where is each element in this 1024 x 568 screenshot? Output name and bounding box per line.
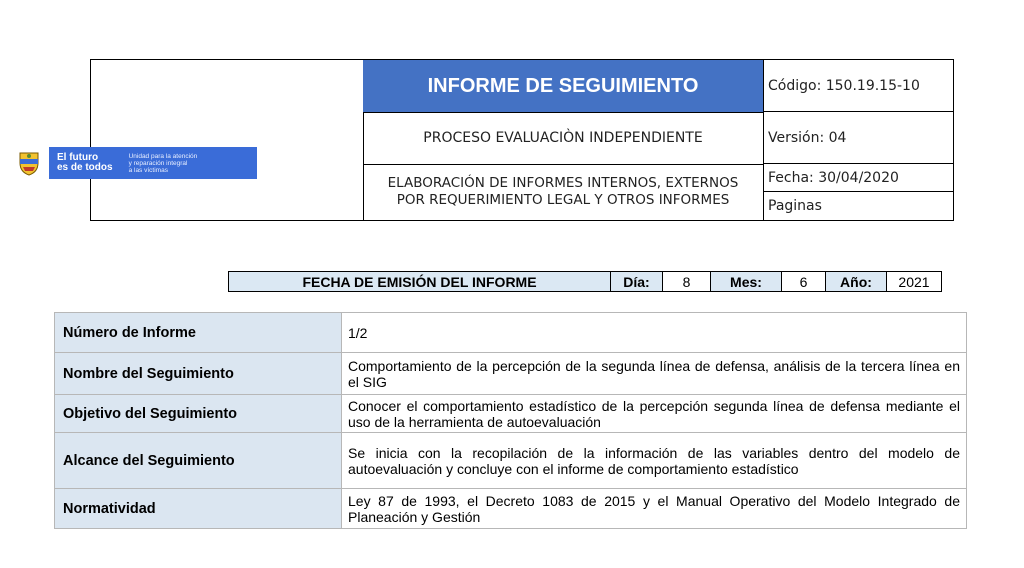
institution-logo bbox=[9, 147, 257, 179]
row-label: Nombre del Seguimiento bbox=[55, 353, 342, 394]
row-value: 1/2 bbox=[348, 324, 368, 341]
row-label: Alcance del Seguimiento bbox=[55, 433, 342, 488]
day-label: Día: bbox=[611, 272, 663, 291]
version-field: Versión: 04 bbox=[763, 112, 953, 164]
row-value: Conocer el comportamiento estadístico de la percepción segunda línea de defensa mediante el uso de la herramienta de autoevaluación bbox=[348, 397, 960, 430]
month-value: 6 bbox=[782, 272, 826, 291]
fecha-field: Fecha: 30/04/2020 bbox=[763, 164, 953, 192]
year-label: Año: bbox=[826, 272, 887, 291]
codigo-field: Código: 150.19.15-10 bbox=[763, 60, 953, 112]
table-row bbox=[55, 395, 966, 433]
table-row bbox=[55, 433, 966, 489]
table-row bbox=[55, 313, 966, 353]
row-value: Se inicia con la recopilación de la información de las variables dentro del modelo de autoevaluación y concluye con el informe de comportamiento estadístico bbox=[348, 444, 960, 477]
row-value: Ley 87 de 1993, el Decreto 1083 de 2015 y el Manual Operativo del Modelo Integrado de Planeación y Gestión bbox=[348, 492, 960, 525]
year-value: 2021 bbox=[887, 272, 941, 291]
logo-slogan: El futuro es de todos bbox=[57, 152, 113, 173]
report-title: INFORME DE SEGUIMIENTO bbox=[363, 60, 763, 113]
row-label: Número de Informe bbox=[55, 313, 342, 352]
emission-label: FECHA DE EMISIÓN DEL INFORME bbox=[229, 272, 611, 291]
day-value: 8 bbox=[663, 272, 711, 291]
emission-date-row bbox=[228, 271, 942, 292]
elaboration-description: ELABORACIÓN DE INFORMES INTERNOS, EXTERNOS POR REQUERIMIENTO LEGAL Y OTROS INFORMES bbox=[387, 175, 739, 208]
logo-banner bbox=[49, 147, 257, 179]
logo-unit-name: Unidad para la atención y reparación integral a las víctimas bbox=[128, 152, 198, 174]
process-name: PROCESO EVALUACIÒN INDEPENDIENTE bbox=[363, 112, 763, 165]
document-header bbox=[90, 59, 954, 221]
table-row bbox=[55, 489, 966, 528]
row-value: Comportamiento de la percepción de la segunda línea de defensa, análisis de la tercera línea en el SIG bbox=[348, 357, 960, 390]
row-label: Objetivo del Seguimiento bbox=[55, 395, 342, 432]
coat-of-arms-icon bbox=[9, 147, 49, 179]
logo-cell bbox=[91, 60, 364, 220]
paginas-field: Paginas bbox=[763, 192, 953, 220]
table-row bbox=[55, 353, 966, 395]
report-info-table bbox=[54, 312, 967, 529]
month-label: Mes: bbox=[711, 272, 782, 291]
row-label: Normatividad bbox=[55, 489, 342, 528]
